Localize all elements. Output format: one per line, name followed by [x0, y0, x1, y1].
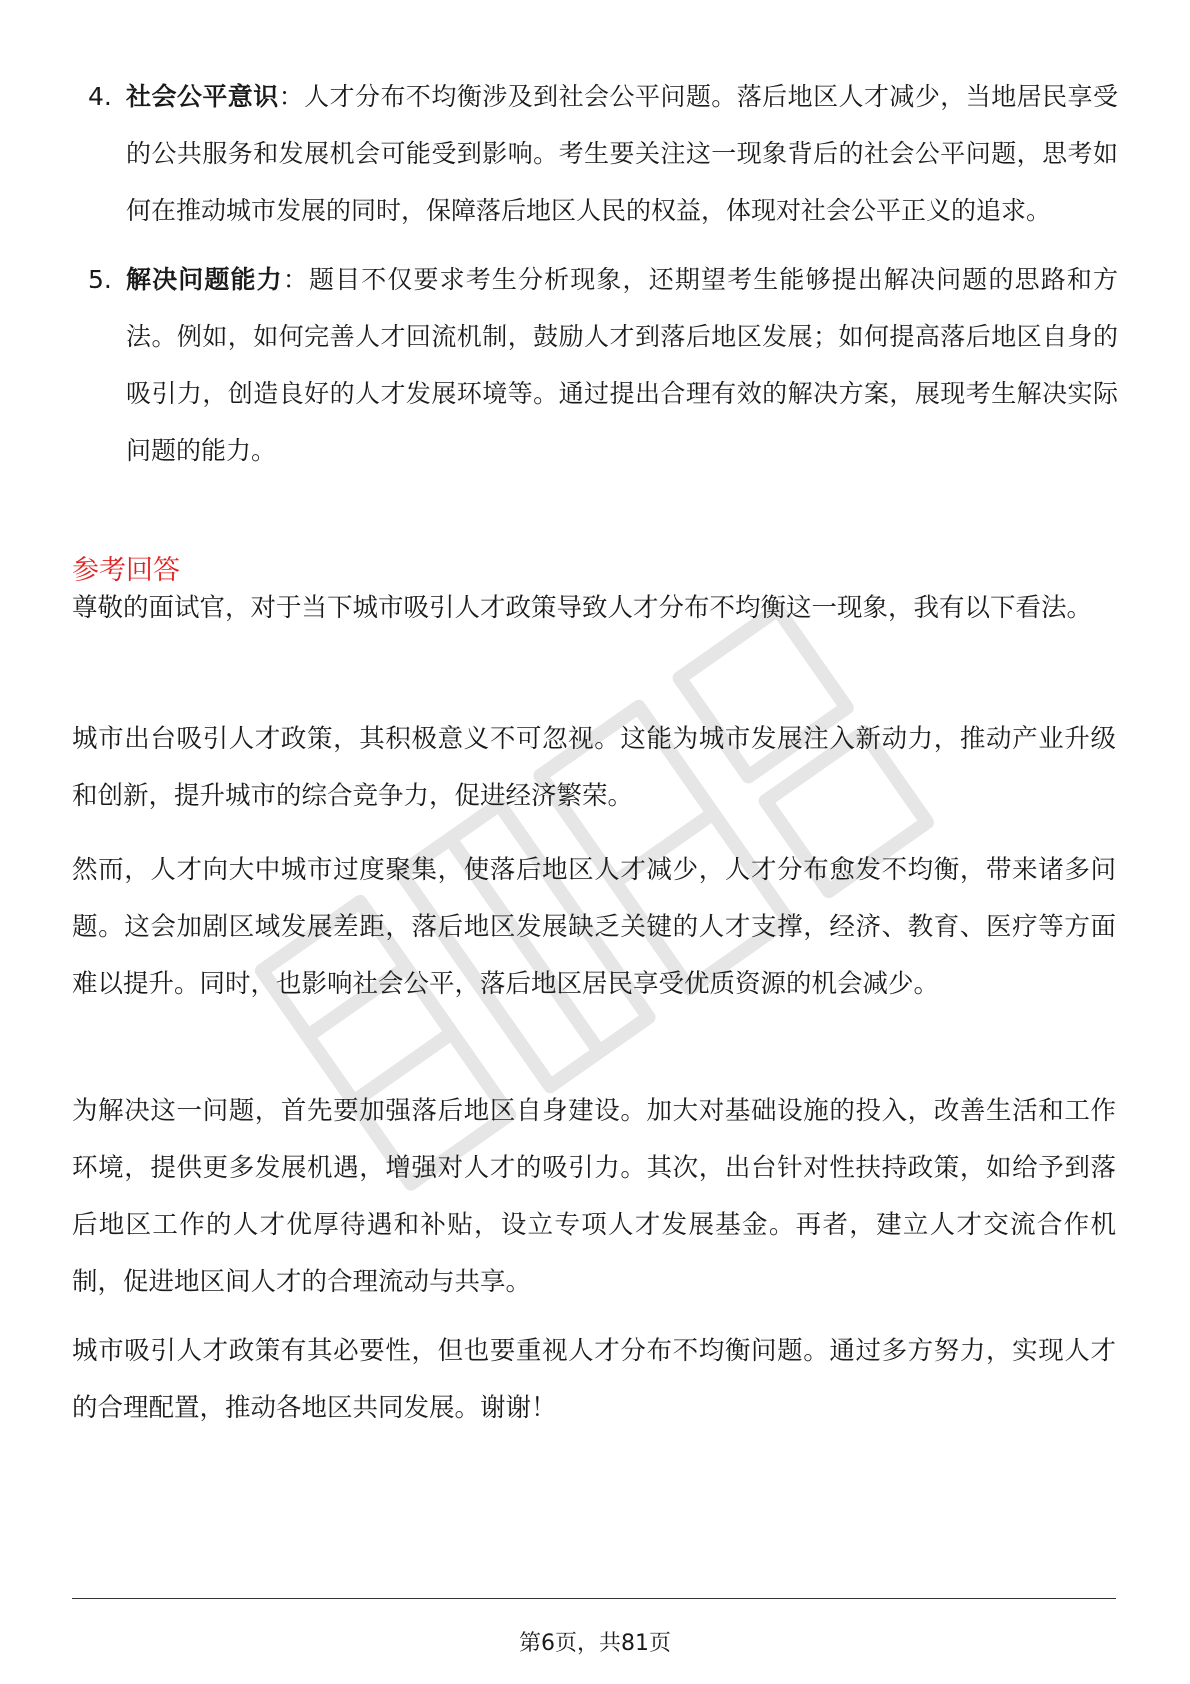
list-item-text	[126, 251, 1118, 479]
paragraph-conclusion: 城市吸引人才政策有其必要性，但也要重视人才分布不均衡问题。通过多方努力，实现人才的合理配置，推动各地区共同发展。谢谢！	[72, 1336, 1116, 1423]
list-item	[78, 251, 1118, 479]
paragraph-greeting: 尊敬的面试官，对于当下城市吸引人才政策导致人才分布不均衡这一现象，我有以下看法。	[72, 593, 1093, 623]
footer-divider	[72, 1598, 1116, 1599]
section-heading: 参考回答	[72, 555, 180, 586]
list-item-body: ：题目不仅要求考生分析现象，还期望考生能够提出解决问题的思路和方法。例如，如何完善人才回流机制，鼓励人才到落后地区发展；如何提高落后地区自身的吸引力，创造良好的人才发展环境等。通过提出合理有效的解决方案，展现考生解决实际问题的能力。	[126, 265, 1118, 465]
list-item-number: 4.	[88, 82, 112, 111]
list-item-term: 解决问题能力	[126, 265, 283, 294]
paragraph-positive: 城市出台吸引人才政策，其积极意义不可忽视。这能为城市发展注入新动力，推动产业升级和创新，提升城市的综合竞争力，促进经济繁荣。	[72, 724, 1116, 811]
list-item-term: 社会公平意识	[126, 82, 279, 111]
list-item-body: ：人才分布不均衡涉及到社会公平问题。落后地区人才减少，当地居民享受的公共服务和发展机会可能受到影响。考生要关注这一现象背后的社会公平问题，思考如何在推动城市发展的同时，保障落后地区人民的权益，体现对社会公平正义的追求。	[126, 82, 1118, 225]
numbered-list	[78, 68, 1118, 491]
paragraph-solutions: 为解决这一问题，首先要加强落后地区自身建设。加大对基础设施的投入，改善生活和工作环境，提供更多发展机遇，增强对人才的吸引力。其次，出台针对性扶持政策，如给予到落后地区工作的人才优厚待遇和补贴，设立专项人才发展基金。再者，建立人才交流合作机制，促进地区间人才的合理流动与共享。	[72, 1096, 1116, 1297]
list-item-text	[126, 68, 1118, 239]
paragraph-problems: 然而，人才向大中城市过度聚集，使落后地区人才减少，人才分布愈发不均衡，带来诸多问题。这会加剧区域发展差距，落后地区发展缺乏关键的人才支撑，经济、教育、医疗等方面难以提升。同时，也影响社会公平，落后地区居民享受优质资源的机会减少。	[72, 855, 1116, 999]
list-item	[78, 68, 1118, 239]
list-item-number: 5.	[88, 265, 112, 294]
page-number: 第6页，共81页	[519, 1631, 671, 1656]
